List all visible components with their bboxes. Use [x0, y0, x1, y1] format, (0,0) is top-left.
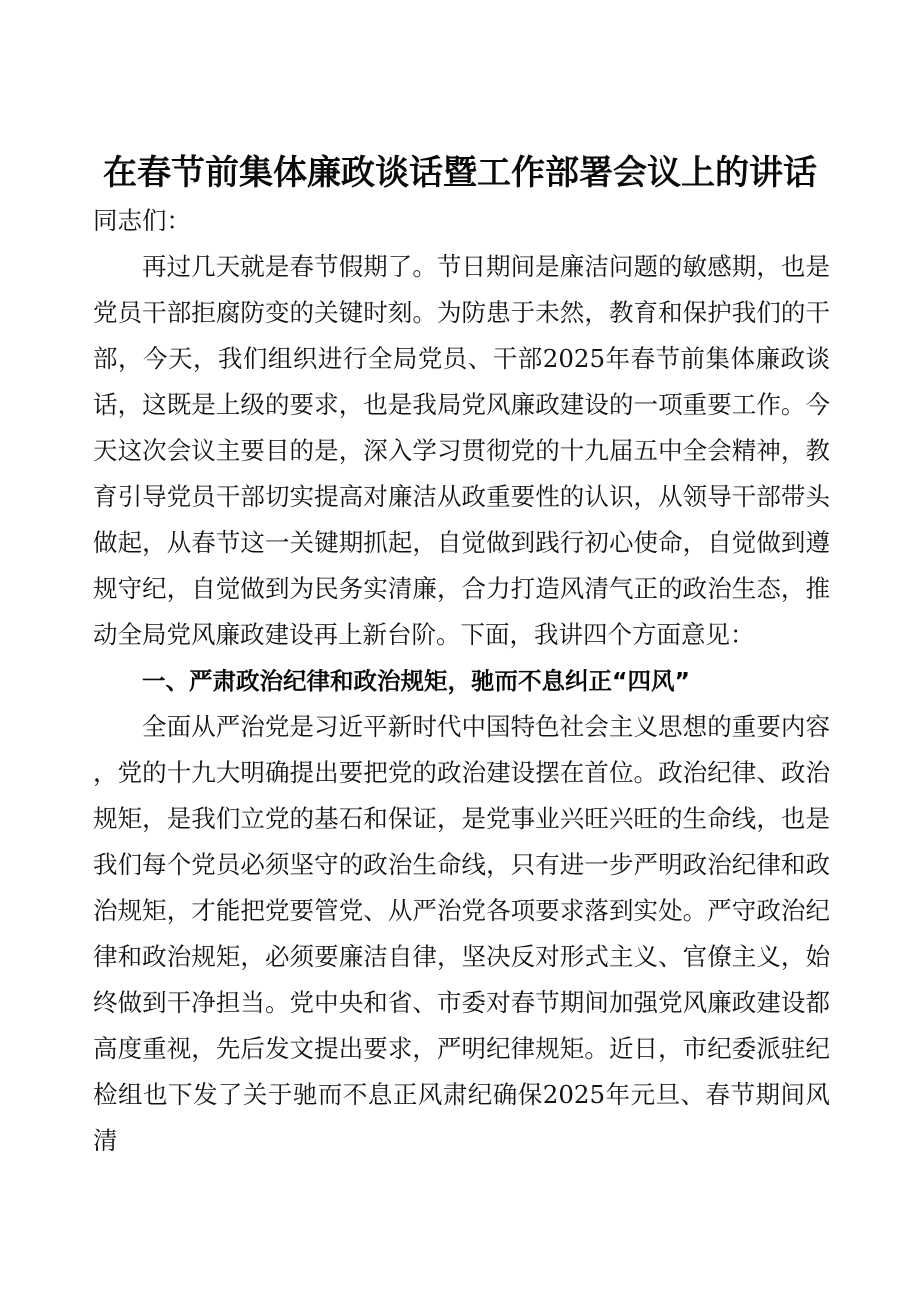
paragraph-section-1: 全面从严治党是习近平新时代中国特色社会主义思想的重要内容，党的十九大明确提出要把党的政治建设摆在首位。政治纪律、政治规矩，是我们立党的基石和保证，是党事业兴旺兴旺的生命线，也是我们每个党员必须坚守的政治生命线，只有进一步严明政治纪律和政治规矩，才能把党要管党、从严治党各项要求落到实处。严守政治纪律和政治规矩，必须要廉洁自律，坚决反对形式主义、官僚主义，始终做到干净担当。党中央和省、市委对春节期间加强党风廉政建设都高度重视，先后发文提出要求，严明纪律规矩。近日，市纪委派驻纪检组也下发了关于驰而不息正风肃纪确保2025年元旦、春节期间风清 [93, 712, 830, 1155]
paragraph-intro: 再过几天就是春节假期了。节日期间是廉洁问题的敏感期，也是党员干部拒腐防变的关键时刻。为防患于未然，教育和保护我们的干部，今天，我们组织进行全局党员、干部2025年春节前集体廉政谈话，这既是上级的要求，也是我局党风廉政建设的一项重要工作。今天这次会议主要目的是，深入学习贯彻党的十九届五中全会精神，教育引导党员干部切实提高对廉洁从政重要性的认识，从领导干部带头做起，从春节这一关键期抓起，自觉做到践行初心使命，自觉做到遵规守纪，自觉做到为民务实清廉，合力打造风清气正的政治生态，推动全局党风廉政建设再上新台阶。下面，我讲四个方面意见： [93, 252, 830, 649]
document-title: 在春节前集体廉政谈话暨工作部署会议上的讲话 [103, 153, 817, 193]
document-body [93, 198, 830, 1164]
salutation: 同志们： [93, 206, 191, 235]
section-heading-1: 一、严肃政治纪律和政治规矩，驰而不息纠正“四风” [142, 667, 690, 695]
